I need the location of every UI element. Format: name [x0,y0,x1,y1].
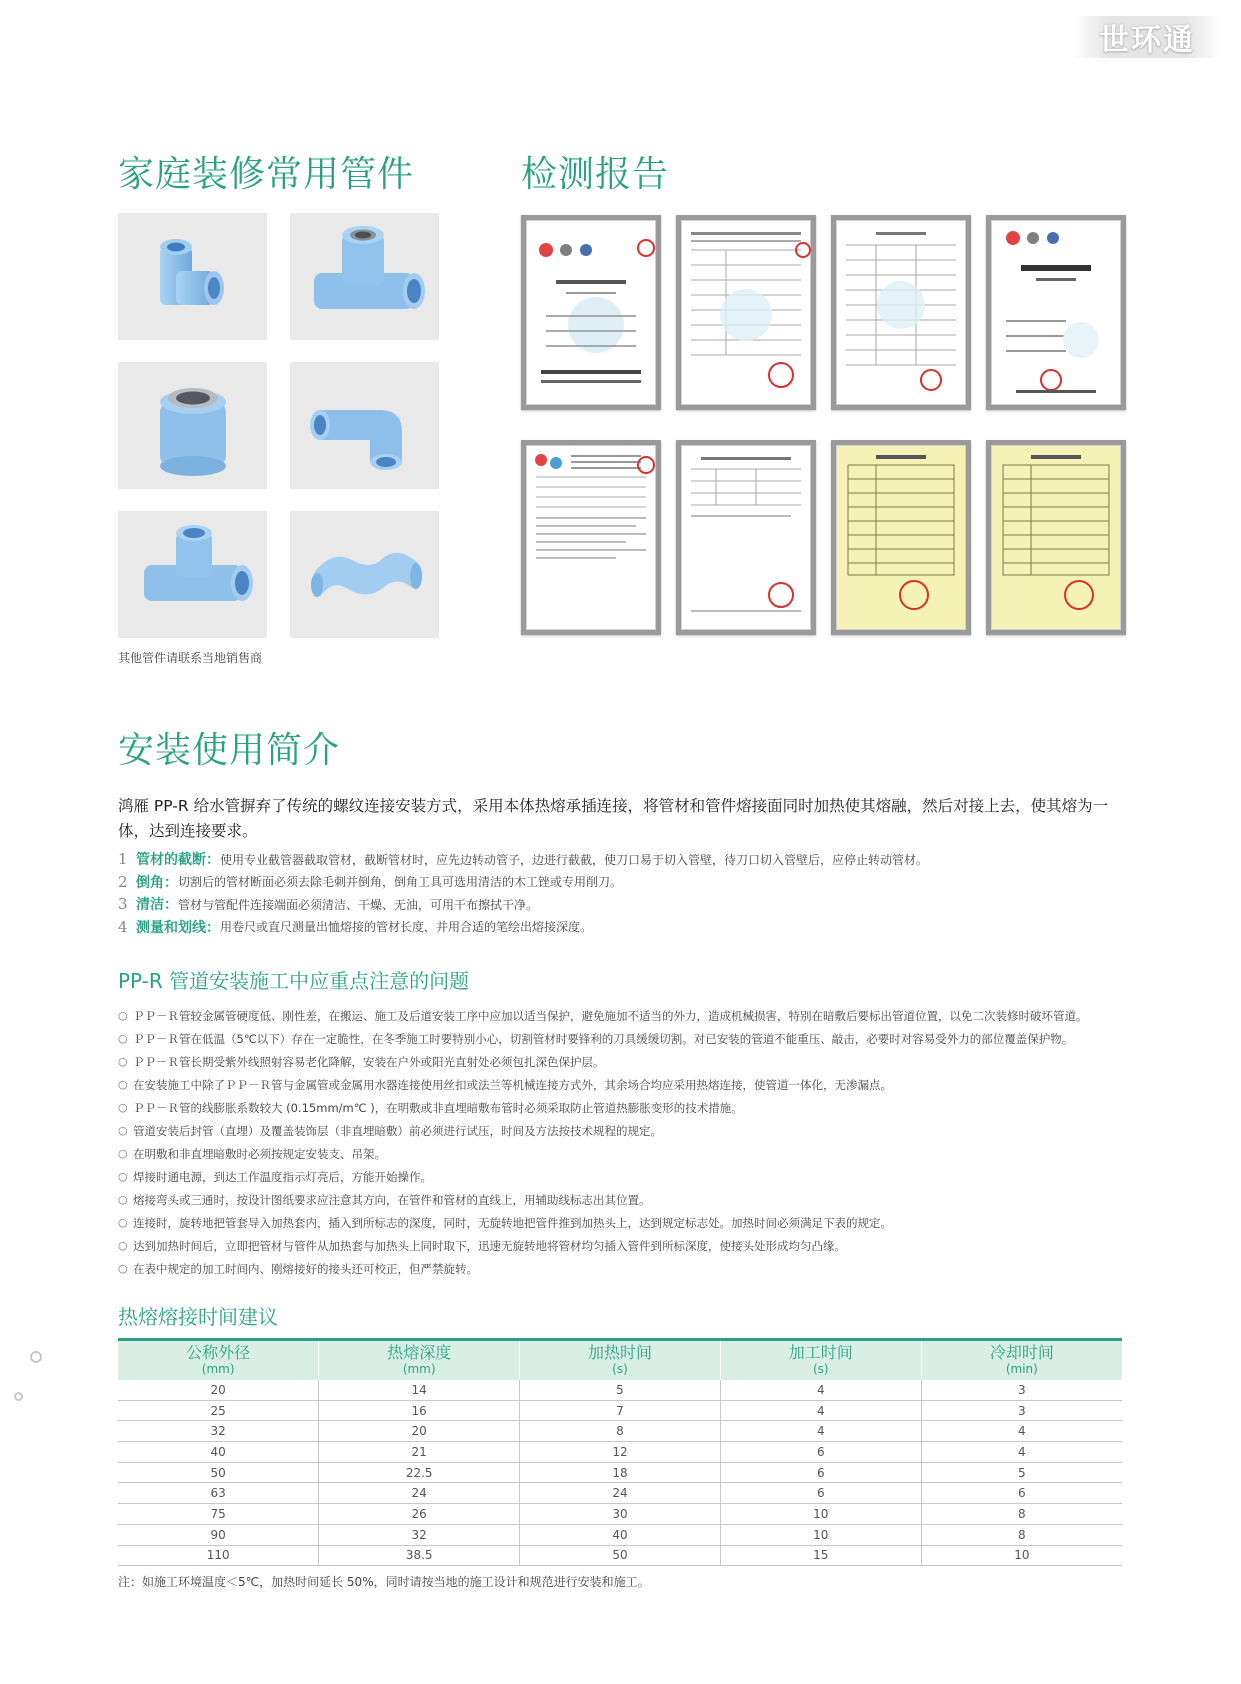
table-cell: 50 [118,1462,319,1483]
fitting-image [290,213,439,340]
step-number: 2 [118,872,128,891]
header-unit: (min) [1005,1362,1038,1377]
reports-section-title: 检测报告 [521,154,670,195]
header-unit: (mm) [201,1362,235,1377]
table-cell: 5 [520,1380,721,1401]
list-item [118,1142,1138,1165]
table-title: 热熔熔接时间建议 [118,1305,278,1329]
header-title: 加工时间 [788,1343,853,1363]
table-header-cell [118,1340,319,1380]
table-header-cell [319,1340,520,1380]
header-title: 热熔深度 [387,1343,452,1363]
table-cell: 6 [720,1442,921,1463]
step-text: 用卷尺或直尺测量出恤熔接的管材长度，并用合适的笔绘出熔接深度。 [220,920,593,935]
brand-logo-text: 世环通 [1099,23,1195,58]
table-row [118,1380,1122,1401]
report-document [986,215,1126,410]
bullet-icon: ○ [118,1124,128,1137]
table-row [118,1421,1122,1442]
install-step [118,893,1130,916]
note-text: ＰＰ－Ｒ管长期受紫外线照射容易老化降解，安装在户外或阳光直射处必须包扎深色保护层。 [133,1054,605,1069]
install-intro: 鸿雁 PP-R 给水管摒弃了传统的螺纹连接安装方式，采用本体热熔承插连接，将管材和管件熔接面同时加热使其熔融，然后对接上去，使其熔为一体，达到连接要求。 [118,797,1109,840]
table-cell: 18 [520,1462,721,1483]
table-cell: 22.5 [319,1462,520,1483]
table-cell: 8 [520,1421,721,1442]
table-header-cell [720,1340,921,1380]
table-cell: 24 [520,1483,721,1504]
table-row [118,1400,1122,1421]
install-section-title: 安装使用简介 [118,730,341,771]
note-text: 在明敷和非直埋暗敷时必须按规定安装支、吊架。 [133,1146,386,1161]
binding-ring-icon [14,1392,23,1401]
table-cell: 30 [520,1504,721,1525]
bullet-icon: ○ [118,1032,128,1045]
step-number: 1 [118,850,128,869]
list-item [118,1234,1138,1257]
brand-logo [1072,16,1222,58]
table-cell: 4 [720,1421,921,1442]
fitting-image [290,511,439,638]
report-document [676,440,816,635]
step-key: 倒角： [136,874,178,891]
header-title: 加热时间 [587,1343,652,1363]
table-cell: 15 [720,1545,921,1566]
bullet-icon: ○ [118,1009,128,1022]
table-cell: 24 [319,1483,520,1504]
step-key: 清洁： [136,897,178,914]
table-row [118,1504,1122,1525]
table-cell: 4 [921,1442,1122,1463]
bullet-icon: ○ [118,1216,128,1229]
report-document [676,215,816,410]
table-cell: 32 [319,1524,520,1545]
bullet-icon: ○ [118,1055,128,1068]
table-cell: 40 [520,1524,721,1545]
fittings-caption: 其他管件请联系当地销售商 [118,651,263,665]
header-unit: (s) [812,1362,829,1377]
list-item [118,1188,1138,1211]
table-cell: 4 [720,1400,921,1421]
binding-ring-icon [30,1351,42,1363]
fitting-image [290,362,439,489]
fitting-image [118,511,267,638]
note-text: 在表中规定的加工时间内、刚熔接好的接头还可校正，但严禁旋转。 [133,1261,478,1276]
table-cell: 6 [720,1462,921,1483]
table-cell: 26 [319,1504,520,1525]
note-text: ＰＰ－Ｒ管在低温（5℃以下）存在一定脆性，在冬季施工时要特别小心，切割管材时要锋利的刀具缓缓切割。对已安装的管道不能重压、敲击，必要时对容易受外力的部位覆盖保护物。 [133,1031,1074,1046]
table-header-cell [921,1340,1122,1380]
table-cell: 38.5 [319,1545,520,1566]
list-item [118,1165,1138,1188]
bullet-icon: ○ [118,1193,128,1206]
table-cell: 6 [921,1483,1122,1504]
list-item [118,1050,1138,1073]
report-document [521,215,661,410]
report-document [831,215,971,410]
step-key: 测量和划线： [136,919,220,936]
table-cell: 4 [720,1380,921,1401]
bullet-icon: ○ [118,1170,128,1183]
note-text: 焊接时通电源，到达工作温度指示灯亮后，方能开始操作。 [133,1169,432,1184]
install-step [118,871,1130,894]
header-unit: (mm) [402,1362,436,1377]
table-header-cell [520,1340,721,1380]
notes-title: PP-R 管道安装施工中应重点注意的问题 [118,969,470,993]
list-item [118,1096,1138,1119]
list-item [118,1073,1138,1096]
list-item [118,1027,1138,1050]
note-text: 在安装施工中除了ＰＰ－Ｒ管与金属管或金属用水器连接使用丝扣或法兰等机械连接方式外，其余场合均应采用热熔连接，使管道一体化，无渗漏点。 [133,1077,892,1092]
table-cell: 20 [319,1421,520,1442]
table-row [118,1462,1122,1483]
install-steps [118,848,1130,938]
header-title: 公称外径 [186,1343,251,1363]
notes-list [118,1004,1138,1280]
table-cell: 6 [720,1483,921,1504]
fusion-time-table [118,1338,1122,1566]
table-footnote: 注：如施工环境温度＜5℃，加热时间延长 50%，同时请按当地的施工设计和规范进行安装和施工。 [118,1575,650,1589]
step-text: 管材与管配件连接端面必须清洁、干燥、无油，可用干布擦拭干净。 [178,897,539,912]
table-cell: 14 [319,1380,520,1401]
table-header-row [118,1340,1122,1380]
fitting-image [118,213,267,340]
note-text: 连接时，旋转地把管套导入加热套内，插入到所标志的深度，同时，无旋转地把管件推到加热头上，达到规定标志处。加热时间必须满足下表的规定。 [133,1215,892,1230]
bullet-icon: ○ [118,1147,128,1160]
step-number: 4 [118,917,128,936]
install-step [118,848,1130,871]
list-item [118,1257,1138,1280]
bullet-icon: ○ [118,1262,128,1275]
table-row [118,1545,1122,1566]
step-text: 使用专业截管器截取管材，截断管材时，应先边转动管子，边进行截截，使刀口易于切入管壁，待刀口切入管壁后，应停止转动管材。 [220,852,929,867]
table-cell: 4 [921,1421,1122,1442]
step-text: 切割后的管材断面必须去除毛刺并倒角，倒角工具可选用清洁的木工锉或专用削刀。 [178,875,623,890]
table-cell: 10 [921,1545,1122,1566]
step-key: 管材的截断： [136,852,220,869]
report-certificate [831,440,971,635]
report-certificate [986,440,1126,635]
table-cell: 8 [921,1524,1122,1545]
list-item [118,1211,1138,1234]
list-item [118,1119,1138,1142]
table-cell: 10 [720,1524,921,1545]
step-number: 3 [118,895,128,914]
report-document [521,440,661,635]
bullet-icon: ○ [118,1078,128,1091]
table-cell: 7 [520,1400,721,1421]
table-cell: 32 [118,1421,319,1442]
table-cell: 20 [118,1380,319,1401]
bullet-icon: ○ [118,1101,128,1114]
list-item [118,1004,1138,1027]
table-cell: 110 [118,1545,319,1566]
table-cell: 5 [921,1462,1122,1483]
table-cell: 90 [118,1524,319,1545]
table-cell: 25 [118,1400,319,1421]
install-step [118,916,1130,939]
table-cell: 12 [520,1442,721,1463]
fittings-section-title: 家庭装修常用管件 [118,154,415,195]
note-text: 达到加热时间后，立即把管材与管件从加热套与加热头上同时取下，迅速无旋转地将管材均匀插入管件到所标深度，使接头处形成均匀凸缘。 [133,1238,846,1253]
bullet-icon: ○ [118,1239,128,1252]
table-cell: 50 [520,1545,721,1566]
table-cell: 63 [118,1483,319,1504]
table-cell: 10 [720,1504,921,1525]
table-row [118,1442,1122,1463]
table-cell: 40 [118,1442,319,1463]
table-cell: 8 [921,1504,1122,1525]
table-cell: 16 [319,1400,520,1421]
header-title: 冷却时间 [989,1343,1054,1363]
fitting-image [118,362,267,489]
table-row [118,1524,1122,1545]
note-text: ＰＰ－Ｒ管的线膨胀系数较大 (0.15mm/m℃ )，在明敷或非直埋暗敷布管时必须采取防止管道热膨胀变形的技术措施。 [133,1100,743,1115]
table-cell: 3 [921,1380,1122,1401]
table-row [118,1483,1122,1504]
header-unit: (s) [612,1362,628,1377]
table-cell: 21 [319,1442,520,1463]
table-cell: 75 [118,1504,319,1525]
note-text: 管道安装后封管（直埋）及覆盖装饰层（非直埋暗敷）前必须进行试压，时间及方法按技术规程的规定。 [133,1123,662,1138]
table-cell: 3 [921,1400,1122,1421]
note-text: 熔接弯头或三通时，按设计图纸要求应注意其方向，在管件和管材的直线上，用辅助线标志出其位置。 [133,1192,651,1207]
note-text: ＰＰ－Ｒ管较金属管硬度低、刚性差，在搬运、施工及后道安装工序中应加以适当保护，避免施加不适当的外力，造成机械损害，特别在暗敷后要标出管道位置，以免二次装修时破坏管道。 [133,1008,1088,1023]
